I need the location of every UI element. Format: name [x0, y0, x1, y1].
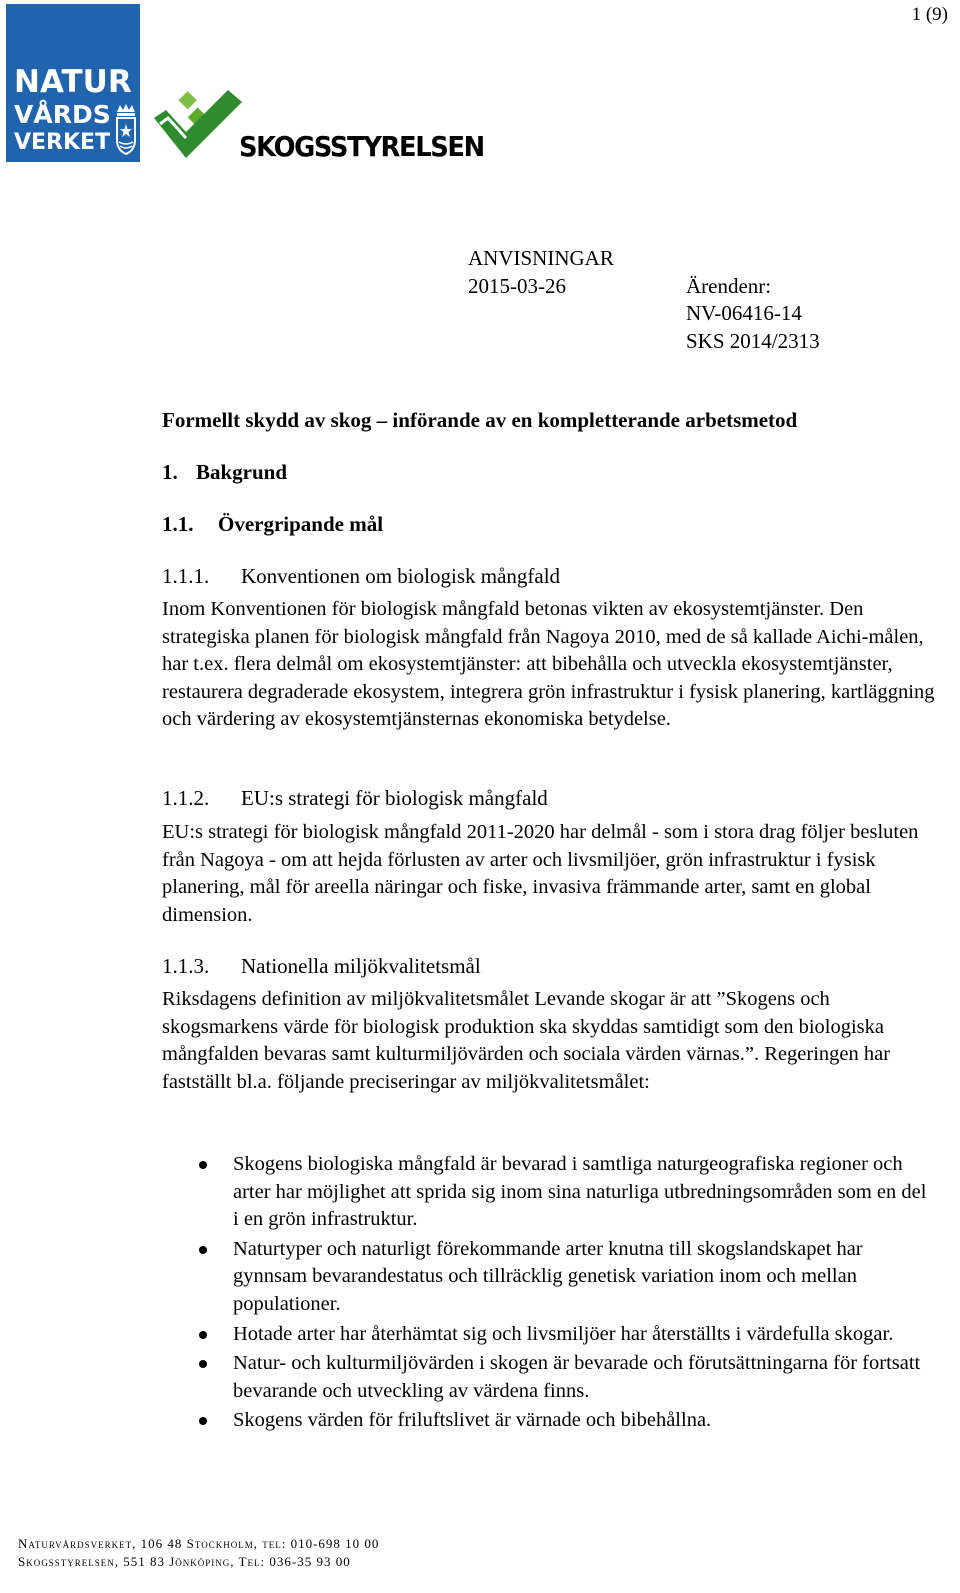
list-item-text: Skogens biologiska mångfald är bevarad i samtliga naturgeografiska regioner och arter har möjlighet att sprida sig inom sina naturliga utbredningsområden som en del i en grön infrastruktur. [233, 1153, 927, 1231]
list-item-text: Natur- och kulturmiljövärden i skogen är bevarade och förutsättningarna för fortsatt bevarande och utveckling av värdena finns. [233, 1352, 921, 1402]
logo-text-line1: NATUR [14, 64, 132, 100]
section-heading-1-1-3 [162, 954, 481, 979]
footer-line-skogsstyrelsen: Skogsstyrelsen, 551 83 Jönköping, Tel: 036-35 93 00 [18, 1554, 351, 1569]
bullet-icon [199, 1417, 207, 1425]
section-number: 1.1. [162, 512, 194, 536]
skogsstyrelsen-wordmark: SKOGSSTYRELSEN [239, 130, 484, 163]
list-item-text: Hotade arter har återhämtat sig och livsmiljöer har återställts i värdefulla skogar. [233, 1322, 894, 1345]
doc-type: ANVISNINGAR [468, 246, 614, 270]
section-number: 1. [162, 460, 178, 484]
bullet-icon [199, 1331, 207, 1339]
case-label: Ärendenr: [686, 274, 772, 298]
paragraph-1-1-2: EU:s strategi för biologisk mångfald 2011-2020 har delmål - som i stora drag följer besluten från Nagoya - om att hejda förlusten av arter och livsmiljöer, grön infrastruktur i fysisk planering, mål för areella näringar och fiske, invasiva främmande arter, samt en global dimension. [162, 821, 919, 926]
footer-line-naturvardsverket: Naturvårdsverket, 106 48 Stockholm, tel: 010-698 10 00 [18, 1536, 380, 1551]
list-item [162, 1151, 937, 1234]
section-heading-1 [162, 460, 287, 485]
bullet-icon [199, 1246, 207, 1254]
doc-date: 2015-03-26 [468, 274, 566, 298]
list-item [162, 1407, 937, 1435]
page-number: 1 (9) [911, 4, 948, 25]
document-title: Formellt skydd av skog – införande av en kompletterande arbetsmetod [162, 408, 798, 432]
section-title: Bakgrund [196, 460, 288, 484]
list-item-text: Naturtyper och naturligt förekommande arter knutna till skogslandskapet har gynnsam bevarandestatus och tillräcklig genetisk variation inom och mellan populationer. [233, 1237, 863, 1315]
list-item-text: Skogens värden för friluftslivet är värnade och bibehållna. [233, 1409, 712, 1432]
case-number-sks: SKS 2014/2313 [686, 329, 820, 353]
section-title: Nationella miljökvalitetsmål [241, 954, 481, 978]
section-title: EU:s strategi för biologisk mångfald [241, 786, 548, 810]
section-number: 1.1.2. [162, 786, 210, 810]
crown-crest-icon [114, 102, 138, 156]
logo-text-line3: VERKET [14, 130, 111, 155]
section-title: Övergripande mål [218, 512, 384, 536]
naturvardsverket-logo [6, 4, 140, 162]
checkmark-logo-icon [152, 88, 244, 164]
section-number: 1.1.1. [162, 564, 210, 588]
precisions-list [162, 1151, 937, 1437]
section-title: Konventionen om biologisk mångfald [241, 564, 561, 588]
list-item [162, 1236, 937, 1319]
section-heading-1-1-2 [162, 786, 548, 811]
case-number-nv: NV-06416-14 [686, 301, 802, 325]
section-heading-1-1-1 [162, 564, 560, 589]
list-item [162, 1350, 937, 1405]
bullet-icon [199, 1161, 207, 1169]
paragraph-1-1-3: Riksdagens definition av miljökvalitetsmålet Levande skogar är att ”Skogens och skogsmarkens värde för biologisk produktion ska skyddas samtidigt som den biologiska mångfalden bevaras samt kulturmiljövärden och sociala värden värnas.”. Regeringen har fastställt bl.a. följande preciseringar av miljökvalitetsmålet: [162, 988, 891, 1093]
section-heading-1-1 [162, 512, 383, 537]
list-item [162, 1321, 937, 1349]
paragraph-1-1-1: Inom Konventionen för biologisk mångfald betonas vikten av ekosystemtjänster. Den strategiska planen för biologisk mångfald från Nagoya 2010, med de så kallade Aichi-målen, har t.ex. flera delmål om ekosystemtjänster: att bibehålla och utveckla ekosystemtjänster, restaurera degraderade ekosystem, integrera grön infrastruktur i fysisk planering, kartläggning och värdering av ekosystemtjänsternas ekonomiska betydelse. [162, 598, 935, 731]
logo-text-line2: VÅRDS [14, 100, 111, 129]
section-number: 1.1.3. [162, 954, 210, 978]
bullet-icon [199, 1360, 207, 1368]
skogsstyrelsen-logo [152, 88, 484, 169]
